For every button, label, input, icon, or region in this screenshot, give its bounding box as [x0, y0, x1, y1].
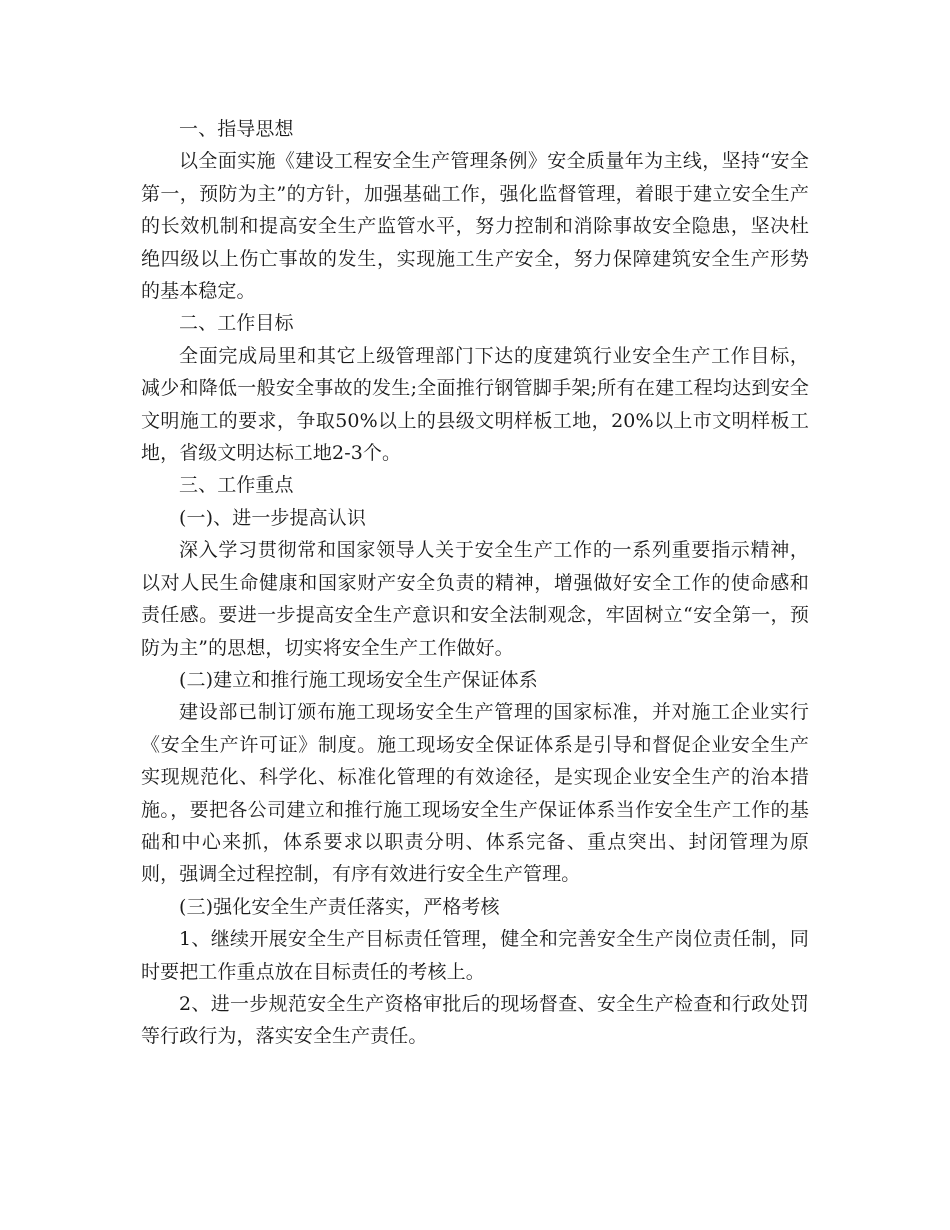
- paragraph-work-goals: 全面完成局里和其它上级管理部门下达的度建筑行业安全生产工作目标，减少和降低一般安全事故的发生;全面推行钢管脚手架;所有在建工程均达到安全文明施工的要求，争取50%以上的县级文明样板工地，20%以上市文明样板工地，省级文明达标工地2-3个。: [141, 344, 809, 465]
- paragraph-guiding-ideology: 以全面实施《建设工程安全生产管理条例》安全质量年为主线，坚持“安全第一，预防为主”的方针，加强基础工作，强化监督管理，着眼于建立安全生产的长效机制和提高安全生产监管水平，努力控制和消除事故安全隐患，坚决杜绝四级以上伤亡事故的发生，实现施工生产安全，努力保障建筑安全生产形势的基本稳定。: [141, 150, 809, 303]
- paragraph-item-1: 1、继续开展安全生产目标责任管理，健全和完善安全生产岗位责任制，同时要把工作重点放在目标责任的考核上。: [141, 928, 809, 983]
- section-heading-work-focus: 三、工作重点: [179, 474, 294, 497]
- paragraph-item-2: 2、进一步规范安全生产资格审批后的现场督查、安全生产检查和行政处罚等行政行为，落实安全生产责任。: [141, 992, 809, 1048]
- subheading-responsibility-assessment: (三)强化安全生产责任落实，严格考核: [179, 895, 500, 918]
- document-page: [141, 113, 809, 1053]
- paragraph-raise-awareness: 深入学习贯彻常和国家领导人关于安全生产工作的一系列重要指示精神，以对人民生命健康和国家财产安全负责的精神，增强做好安全工作的使命感和责任感。要进一步提高安全生产意识和安全法制观念，牢固树立“安全第一，预防为主”的思想，切实将安全生产工作做好。: [141, 539, 809, 659]
- subheading-safety-assurance-system: (二)建立和推行施工现场安全生产保证体系: [179, 668, 538, 691]
- paragraph-safety-assurance-system: 建设部已制订颁布施工现场安全生产管理的国家标准，并对施工企业实行《安全生产许可证》制度。施工现场安全保证体系是引导和督促企业安全生产实现规范化、科学化、标准化管理的有效途径，是实现企业安全生产的治本措施。，要把各公司建立和推行施工现场安全生产保证体系当作安全生产工作的基础和中心来抓，体系要求以职责分明、体系完备、重点突出、封闭管理为原则，强调全过程控制，有序有效进行安全生产管理。: [141, 701, 809, 886]
- section-heading-work-goals: 二、工作目标: [179, 312, 294, 335]
- section-heading-guiding-ideology: 一、指导思想: [179, 118, 294, 140]
- subheading-raise-awareness: (一)、进一步提高认识: [179, 506, 366, 529]
